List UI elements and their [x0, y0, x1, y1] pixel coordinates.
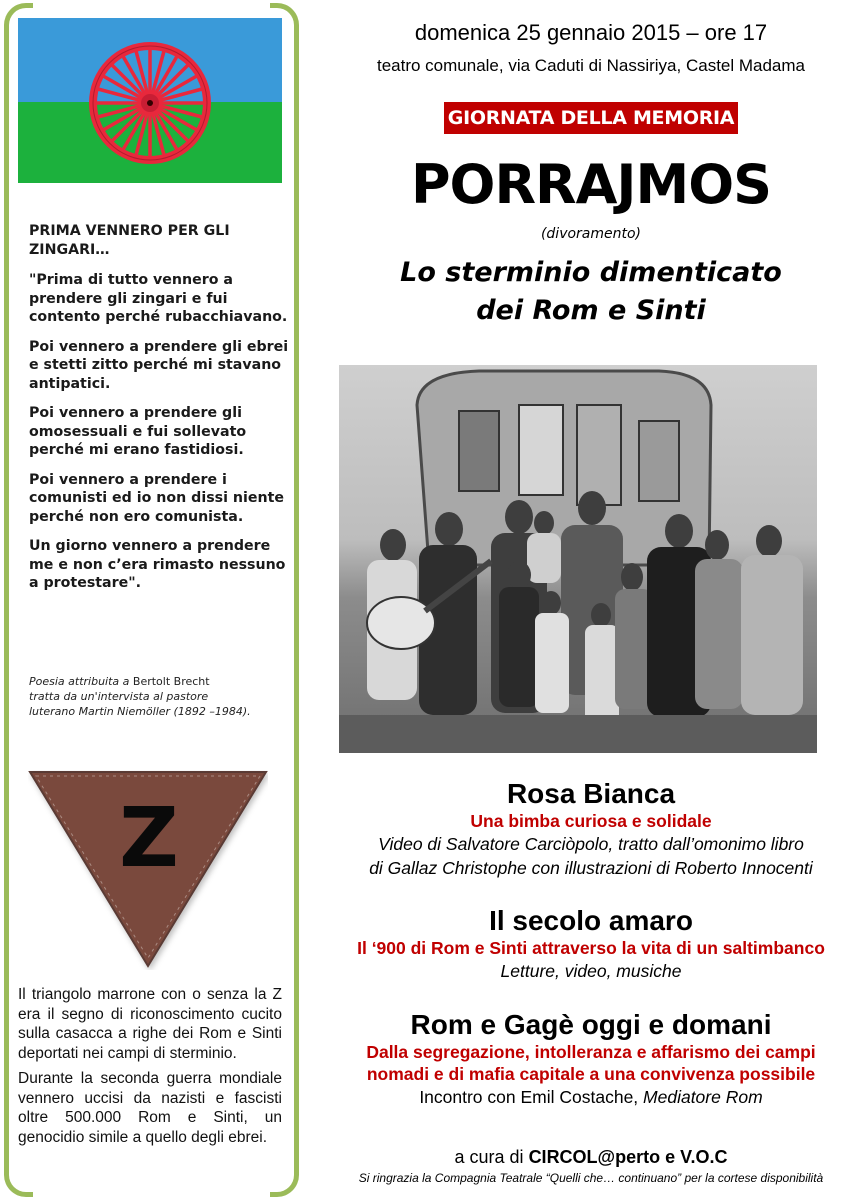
poem-stanza: Poi vennero a prendere gli ebrei e stetti zitto perché mi stavano antipatici.	[29, 338, 289, 392]
event-subtitle: Il ‘900 di Rom e Sinti attraverso la vita di un saltimbanco	[357, 938, 825, 958]
event-description-italic: Mediatore Rom	[643, 1087, 763, 1107]
page-title: PORRAJMOS	[410, 153, 772, 216]
romani-flag	[18, 18, 282, 183]
event-description-line1: Video di Salvatore Carciòpolo, tratto dall’omonimo libro	[378, 834, 804, 854]
event-description-line2: di Gallaz Christophe con illustrazioni di Roberto Innocenti	[369, 858, 813, 878]
historic-family-photo	[339, 365, 817, 753]
event-rosa-bianca	[330, 778, 852, 880]
event-il-secolo-amaro	[330, 905, 852, 983]
poem-stanza: "Prima di tutto vennero a prendere gli zingari e fui contento perché rubacchiavano.	[29, 272, 288, 325]
subtitle-line2: dei Rom e Sinti	[476, 295, 706, 326]
event-rom-e-gage	[330, 1009, 852, 1109]
event-title: Rosa Bianca	[506, 778, 676, 809]
credit-organization: CIRCOL@perto e V.O.C	[528, 1147, 728, 1167]
note-paragraph: Durante la seconda guerra mondiale vennero uccisi da nazisti e fascisti oltre 500.000 Rom e Sinti, un genocidio simile a quello degli ebrei.	[18, 1070, 282, 1146]
banner-wrap	[330, 102, 852, 134]
attribution-author: Bertolt Brecht	[132, 675, 210, 688]
attribution-line3: luterano Martin Niemöller (1892 –1984).	[29, 705, 251, 718]
poem-attribution	[29, 674, 299, 719]
triangle-note	[18, 985, 282, 1153]
event-description	[330, 1085, 852, 1109]
poem-stanza: Poi vennero a prendere i comunisti ed io non dissi niente perché non ero comunista.	[29, 471, 284, 525]
page-subtitle	[330, 254, 852, 330]
frame-left-edge	[4, 27, 9, 1173]
event-subtitle-line2: nomadi e di mafia capitale a una convivenza possibile	[366, 1064, 816, 1084]
event-subtitle-line1: Dalla segregazione, intolleranza e affarismo dei campi	[366, 1042, 816, 1062]
event-description-line1: Letture, video, musiche	[500, 961, 682, 981]
photo-image-icon	[339, 365, 817, 753]
poem-stanza: Poi vennero a prendere gli omosessuali e fui sollevato perché mi erano fastidiosi.	[29, 405, 247, 458]
credit-prefix: a cura di	[454, 1147, 529, 1167]
poem-title: PRIMA VENNERO PER GLI ZINGARI…	[29, 223, 230, 258]
event-date: domenica 25 gennaio 2015 – ore 17	[414, 20, 768, 45]
attribution-line2: tratta da un'intervista al pastore	[29, 690, 209, 703]
attribution-prefix: Poesia attribuita a	[29, 675, 133, 688]
note-paragraph: Il triangolo marrone con o senza la Z era il segno di riconoscimento cucito sulla casacca a righe dei Rom e Sinti deportati nei campi di sterminio.	[18, 986, 282, 1062]
event-title: Il secolo amaro	[489, 905, 693, 936]
chakra-wheel-icon	[18, 18, 282, 183]
event-subtitle: Una bimba curiosa e solidale	[470, 811, 712, 831]
brown-triangle-badge-icon	[28, 770, 268, 970]
poem-stanza: Un giorno vennero a prendere me e non c’era rimasto nessuno a protestare".	[29, 538, 286, 591]
event-venue: teatro comunale, via Caduti di Nassiriya, Castel Madama	[376, 56, 806, 75]
frame-right-edge	[294, 27, 299, 1173]
memorial-day-banner: GIORNATA DELLA MEMORIA	[444, 102, 738, 134]
subtitle-line1: Lo sterminio dimenticato	[400, 257, 782, 288]
title-translation: (divoramento)	[540, 226, 642, 242]
event-description-plain: Incontro con Emil Costache,	[419, 1087, 644, 1107]
svg-text:Z: Z	[119, 791, 179, 886]
organizer-credit	[330, 1146, 852, 1168]
thanks-note: Si ringrazia la Compagnia Teatrale “Quelli che… continuano” per la cortese disponibilità	[358, 1171, 824, 1185]
poem	[29, 222, 291, 604]
event-title: Rom e Gagè oggi e domani	[410, 1009, 772, 1040]
